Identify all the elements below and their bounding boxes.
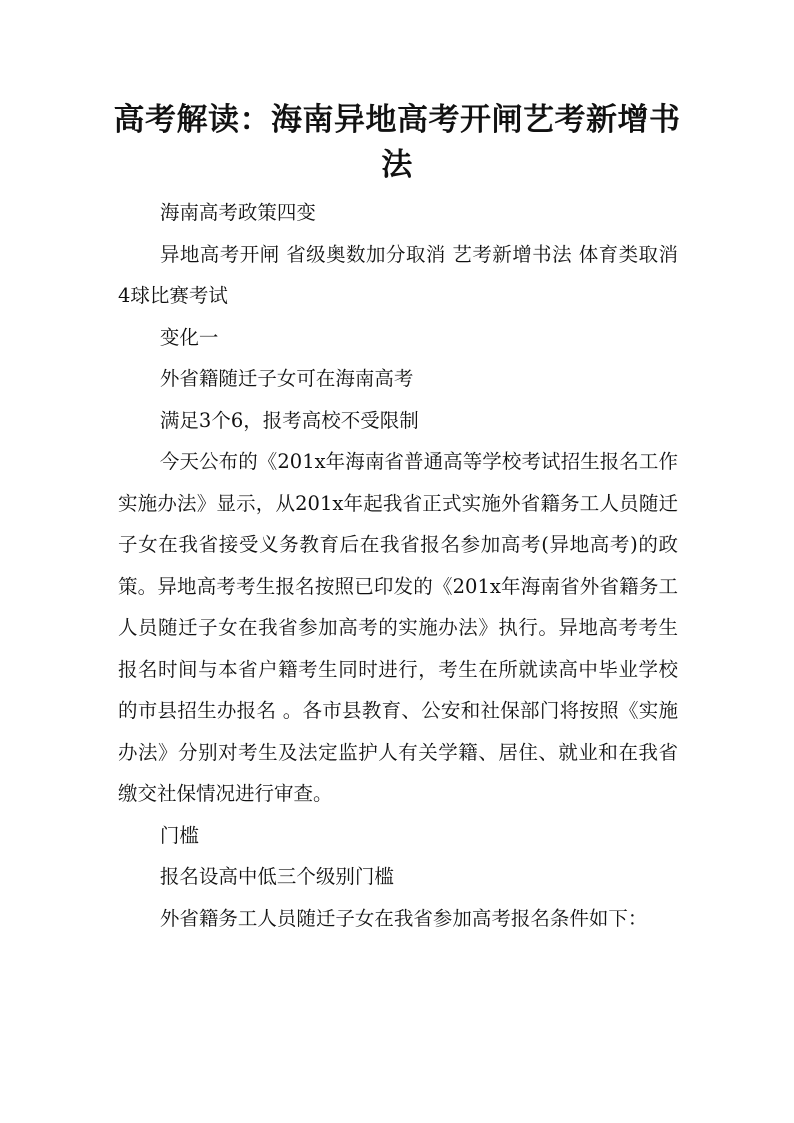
paragraph-policy-changes: 海南高考政策四变 [159,201,316,224]
paragraph-three-levels: 报名设高中低三个级别门槛 [159,865,394,888]
paragraph-registration-conditions: 外省籍务工人员随迁子女在我省参加高考报名条件如下： [159,906,648,930]
document-body [118,192,678,939]
document-title: 高考解读：海南异地高考开闸艺考新增书法 [113,102,681,183]
paragraph-threshold: 门槛 [159,823,199,847]
paragraph-main-policy: 今天公布的《201x年海南省普通高等学校考试招生报名工作实施办法》显示，从201x年起我省正式实施外省籍务工人员随迁子女在我省接受义务教育后在我省报名参加高考(异地高考)的政策。异地高考考生报名按照已印发的《201x年海南省外省籍务工人员随迁子女在我省参加高考的实施办法》执行。异地高考考生报名时间与本省户籍考生同时进行，考生在所就读高中毕业学校的市县招生办报名 。各市县教育、公安和社保部门将按照《实施办法》分别对考生及法定监护人有关学籍、居住、就业和在我省缴交社保情况进行审查。 [118,450,678,805]
paragraph-summary: 异地高考开闸 省级奥数加分取消 艺考新增书法 体育类取消4球比赛考试 [118,242,678,307]
paragraph-migrant-children: 外省籍随迁子女可在海南高考 [159,367,414,390]
paragraph-three-sixes: 满足3个6，报考高校不受限制 [159,408,419,432]
paragraph-change-one: 变化一 [159,325,219,349]
